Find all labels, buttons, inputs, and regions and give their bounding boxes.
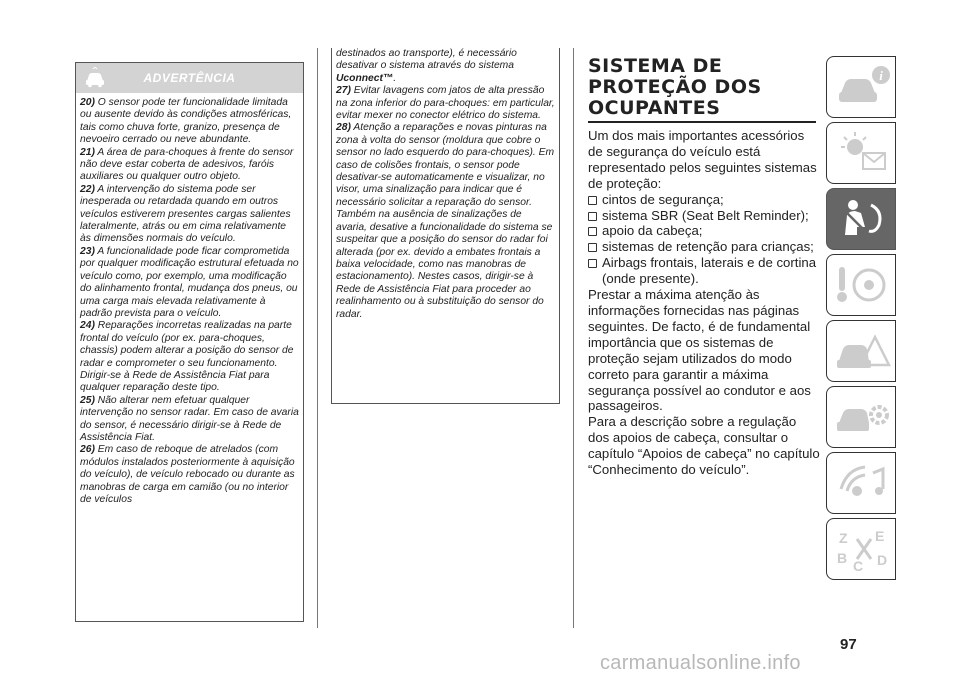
warning-item: 24) Reparações incorretas realizadas na parte frontal do veículo (por ex. para-choques, chassis) podem alterar a posição do sensor de radar e comprometer o seu funcionamento. Dirigir-se à Rede de Assistência Fiat para qualquer reparação deste tipo.	[80, 320, 294, 394]
tab-vehicle-info[interactable]	[826, 56, 896, 118]
warning-item: 26) Em caso de reboque de atrelados (com módulos instalados posteriormente à aquisição do veículo), de veículo rebocado ou durante as manobras de carga em camião (ou no interior de veículos	[80, 444, 295, 505]
bullet-icon	[588, 243, 597, 252]
section-occupant-protection	[588, 56, 820, 478]
section-title: SISTEMA DE PROTEÇÃO DOS OCUPANTES	[588, 55, 762, 119]
svg-text:D: D	[877, 552, 888, 568]
warning-item: 20) O sensor pode ter funcionalidade limitada ou ausente devido às condições atmosféricas, tais como chuva forte, granizo, presença de nevoeiro cerrado ou neve abundante.	[80, 97, 292, 146]
key-steering-icon	[835, 261, 891, 309]
warning-header	[76, 63, 303, 93]
column-divider	[573, 48, 574, 628]
warning-item: 27) Evitar lavagens com jatos de alta pressão na zona inferior do para-choques: em particular, evitar mexer no conector elétrico do sistema.	[336, 85, 555, 122]
section-paragraph: Para a descrição sobre a regulação dos apoios de cabeça, consultar o capítulo “Apoios de cabeça” no capítulo “Conhecimento do veículo”.	[588, 414, 820, 478]
title-rule	[588, 121, 816, 123]
bullet-icon	[588, 196, 597, 205]
watermark-text[interactable]: carmanualsonline.info	[600, 652, 801, 674]
warning-item: 22) A intervenção do sistema pode ser inesperada ou retardada quando em outros veículos estiverem presentes cargas salientes lateralmente, atrás ou em cima relativamente às dimensões normais do veículo.	[80, 183, 291, 245]
list-item: sistemas de retenção para crianças;	[588, 239, 820, 255]
tab-emergency[interactable]	[826, 320, 896, 382]
warning-box	[75, 62, 304, 622]
page-number: 97	[840, 636, 857, 653]
svg-text:Z: Z	[839, 530, 848, 546]
svg-text:E: E	[875, 528, 885, 544]
bullet-icon	[588, 259, 597, 268]
warning-item: 25) Não alterar nem efetuar qualquer intervenção no sensor radar. Em caso de avaria do sensor, é necessário dirigir-se à Rede de Assistência Fiat.	[80, 394, 299, 443]
bullet-icon	[588, 212, 597, 221]
bullet-icon	[588, 227, 597, 236]
warning-item: 23) A funcionalidade pode ficar comprometida por qualquer modificação estrutural efetuada no veículo como, por exemplo, uma modificação do alinhamento frontal, mudança dos pneus, ou uma carga mais elevada relativamente à padrão prevista para o veículo.	[80, 245, 299, 319]
warning-continuation	[331, 48, 560, 404]
list-item: sistema SBR (Seat Belt Reminder);	[588, 208, 820, 224]
tab-warning-lights[interactable]	[826, 122, 896, 184]
list-item: apoio da cabeça;	[588, 223, 820, 239]
tab-starting-driving[interactable]	[826, 254, 896, 316]
section-intro: Um dos mais importantes acessórios de segurança do veículo está representado pelos seguintes sistemas de proteção:	[588, 128, 817, 191]
tab-safety[interactable]	[826, 188, 896, 250]
warning-item: 21) A área de para-choques à frente do sensor não deve estar coberta de adesivos, faróis auxiliares ou qualquer outro objeto.	[80, 146, 294, 183]
svg-text:B: B	[837, 550, 848, 566]
warning-title: ADVERTÊNCIA	[143, 71, 236, 85]
tab-multimedia[interactable]	[826, 452, 896, 514]
tab-maintenance[interactable]	[826, 386, 896, 448]
warning-item: 28) Atenção a reparações e novas pinturas na zona à volta do sensor (moldura que cobre o sensor no lado esquerdo do para-choques). Em caso de colisões frontais, o sensor pode desativar-se automaticamente e visualizar, no visor, uma sinalização para indicar que é necessário solicitar a reparação do sensor. Também na ausência de sinalizações de avaria, desative a funcionalidade do sistema se suspeitar que a posição do sensor do radar foi alterada (por ex. devido a embates frontais a baixa velocidade, como nas manobras de estacionamento). Nestes casos, dirigir-se à Rede de Assistência Fiat para proceder ao realinhamento ou à substituição do sensor do radar.	[336, 122, 555, 320]
list-item: cintos de segurança;	[588, 192, 820, 208]
continuation-intro: destinados ao transporte), é necessário desativar o sistema através do sistema Uconnect™.	[336, 48, 517, 84]
column-divider	[317, 48, 318, 628]
emergency-icon	[835, 327, 891, 375]
section-paragraph: Prestar a máxima atenção às informações fornecidas nas páginas seguintes. De facto, é de fundamental importância que os sistemas de proteção sejam utilizados do modo correto para garantir a máxima segurança possível ao condutor e aos passageiros.	[588, 287, 811, 414]
svg-text:C: C	[853, 558, 864, 573]
warning-text	[76, 93, 303, 506]
index-icon	[835, 525, 891, 573]
tab-index[interactable]	[826, 518, 896, 580]
seatbelt-airbag-icon	[835, 195, 891, 243]
maintenance-icon	[835, 393, 891, 441]
protection-list	[588, 192, 820, 287]
car-info-icon	[835, 63, 891, 111]
chapter-tabs	[826, 56, 898, 584]
multimedia-icon	[835, 459, 891, 507]
svg-text:i: i	[879, 68, 883, 83]
list-item: Airbags frontais, laterais e de cortina (onde presente).	[588, 255, 820, 287]
warning-lights-icon	[835, 129, 891, 177]
